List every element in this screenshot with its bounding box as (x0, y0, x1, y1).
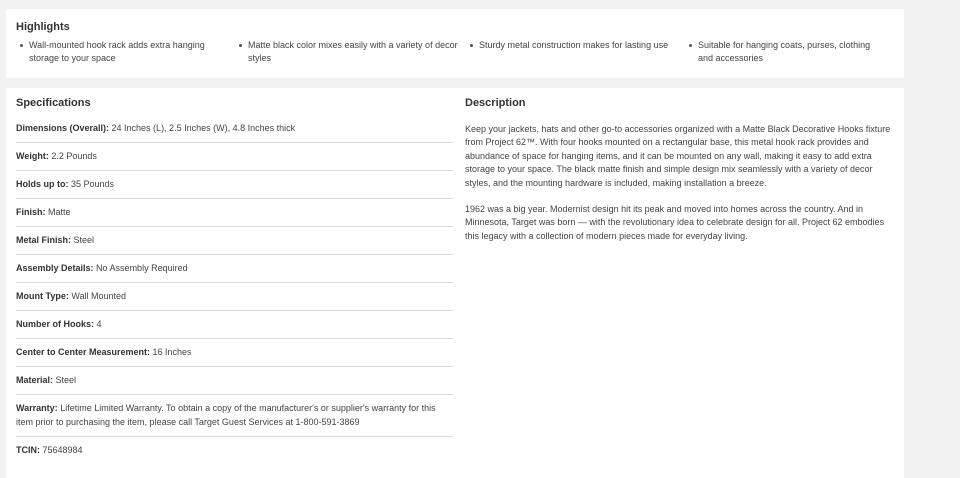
spec-value: Steel (71, 235, 95, 245)
bullet-icon (689, 44, 692, 47)
spec-value: No Assembly Required (93, 263, 188, 273)
highlight-item (466, 39, 685, 65)
specifications-title: Specifications (16, 97, 91, 109)
spec-label: Assembly Details: (16, 263, 94, 273)
spec-label: TCIN: (16, 445, 40, 455)
spec-label: Center to Center Measurement: (16, 347, 151, 357)
highlight-item (685, 39, 885, 65)
highlight-text: Suitable for hanging coats, purses, clothing and accessories (698, 40, 871, 63)
spec-row-center-measurement (16, 339, 453, 367)
spec-value: 24 Inches (L), 2.5 Inches (W), 4.8 Inches thick (109, 123, 296, 133)
spec-label: Dimensions (Overall): (16, 123, 110, 133)
spec-row-assembly (16, 255, 453, 283)
spec-label: Mount Type: (16, 291, 69, 301)
spec-row-metal-finish (16, 227, 453, 255)
highlight-text: Wall-mounted hook rack adds extra hanging storage to your space (29, 40, 205, 63)
spec-row-tcin (16, 437, 453, 464)
specifications-section (16, 97, 453, 464)
bullet-icon (239, 44, 242, 47)
highlights-card (6, 9, 904, 78)
spec-value: 75648984 (40, 445, 83, 455)
description-paragraph: Keep your jackets, hats and other go-to accessories organized with a Matte Black Decorative Hooks fixture from Project 62™. With four hooks mounted on a rectangular base, this metal hook rack provides and abundance of space for hanging items, and it can be mounted on any wall, making it easy to add extra storage to your space. The black matte finish and simple design mix seamlessly with a variety of decor styles, and the mounting hardware is included, making installation a breeze. (465, 124, 891, 188)
spec-row-number-of-hooks (16, 311, 453, 339)
description-title: Description (465, 97, 526, 109)
spec-label: Metal Finish: (16, 235, 72, 245)
description-paragraph: 1962 was a big year. Modernist design hit its peak and moved into homes across the country. And in Minnesota, Target was born — with the revolutionary idea to celebrate design for all. Project 62 embodies this legacy with a collection of modern pieces made for everyday living. (465, 204, 885, 241)
spec-label: Finish: (16, 207, 46, 217)
spec-value: 2.2 Pounds (48, 151, 97, 161)
description-body (465, 115, 897, 243)
spec-row-dimensions (16, 115, 453, 143)
spec-label: Warranty: (16, 403, 58, 413)
highlight-item (16, 39, 235, 65)
spec-value: Wall Mounted (68, 291, 127, 301)
spec-value: 35 Pounds (68, 179, 115, 189)
bullet-icon (470, 44, 473, 47)
highlight-text: Sturdy metal construction makes for lasting use (479, 40, 669, 50)
spec-value: Steel (53, 375, 77, 385)
spec-value: Lifetime Limited Warranty. To obtain a copy of the manufacturer's or supplier's warranty for this item prior to purchasing the item, please call Target Guest Services at 1-800-591-3869 (16, 403, 436, 427)
spec-row-holds-up-to (16, 171, 453, 199)
highlight-text: Matte black color mixes easily with a variety of decor styles (248, 40, 458, 63)
spec-label: Holds up to: (16, 179, 69, 189)
description-section (465, 97, 897, 256)
highlight-item (235, 39, 466, 65)
bullet-icon (20, 44, 23, 47)
spec-label: Number of Hooks: (16, 319, 95, 329)
spec-value: 4 (94, 319, 102, 329)
spec-row-warranty (16, 395, 453, 437)
spec-value: 16 Inches (150, 347, 192, 357)
spec-label: Weight: (16, 151, 49, 161)
details-card (6, 88, 904, 478)
spec-row-finish (16, 199, 453, 227)
spec-row-mount-type (16, 283, 453, 311)
spec-row-material (16, 367, 453, 395)
highlights-title: Highlights (16, 21, 70, 33)
spec-row-weight (16, 143, 453, 171)
spec-list (16, 115, 453, 464)
spec-label: Material: (16, 375, 54, 385)
highlights-list (16, 39, 894, 65)
spec-value: Matte (45, 207, 71, 217)
